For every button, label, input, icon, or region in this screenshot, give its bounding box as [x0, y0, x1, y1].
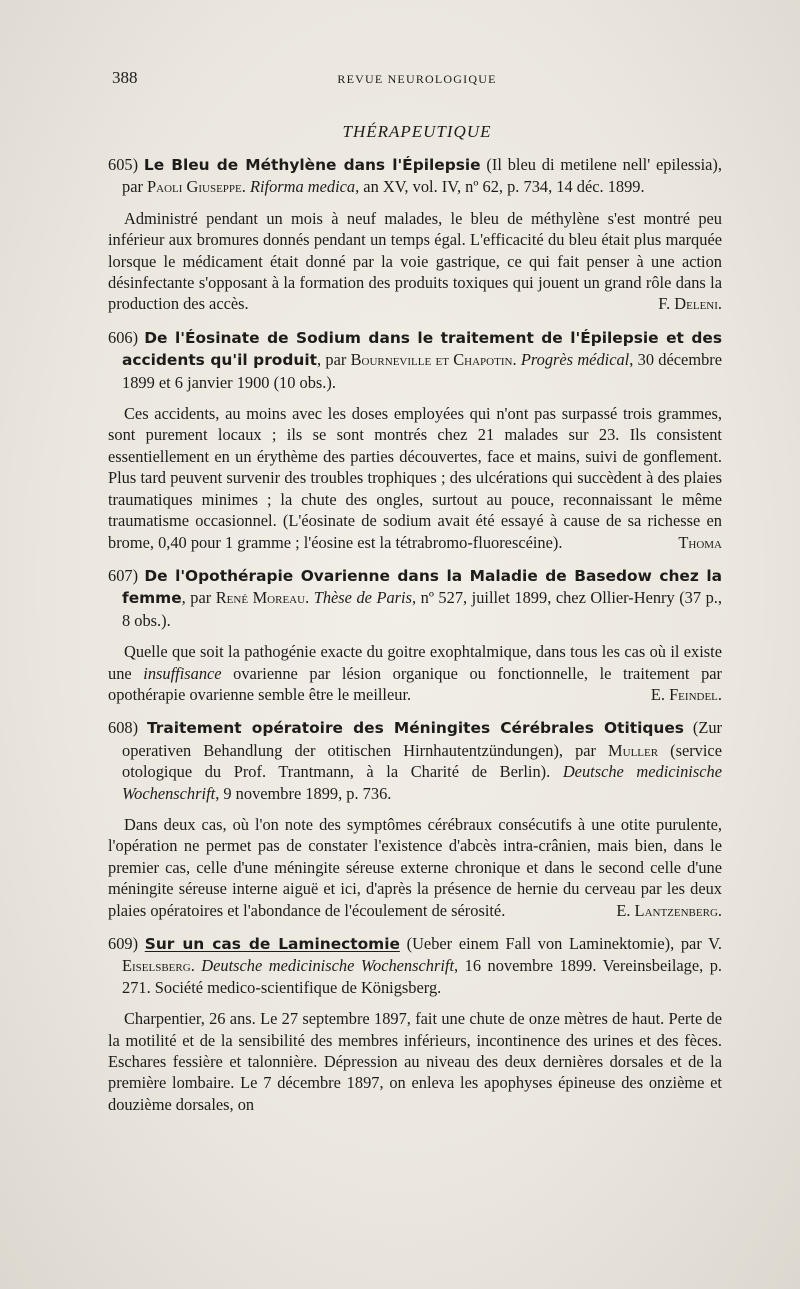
- article-entry: [108, 327, 722, 393]
- article-number: 606): [108, 327, 139, 347]
- article-title: Sur un cas de Laminectomie: [144, 935, 400, 953]
- journal-name: Deutsche medicinische Wochenschrift: [201, 956, 455, 976]
- article-number: 608): [108, 718, 139, 738]
- citation-text: , par: [316, 350, 351, 370]
- citation-text: .: [241, 177, 250, 197]
- page-content: [108, 154, 722, 1127]
- reviewer-signature: E. Feindel.: [650, 684, 722, 704]
- citation-text: .: [190, 956, 202, 976]
- article-author: Paoli Giuseppe: [147, 177, 242, 197]
- section-title: THÉRAPEUTIQUE: [342, 122, 492, 141]
- article-abstract: [108, 208, 722, 315]
- citation-text: (service otologique du Prof. Trantmann, à la Charité de Berlin).: [122, 740, 722, 782]
- article-title: De l'Opothérapie Ovarienne dans la Maladie de Basedow chez la femme: [122, 566, 722, 608]
- abstract-text: Ces accidents, au moins avec les doses employées qui n'ont pas surpassé trois grammes, sont purement locaux ; ils se sont montrés chez 21 malades sur 23. Ils consistent essentiellement en un érythème des parties découvertes, face et mains, suivi de gonflement. Plus tard peuvent survenir des troubles trophiques ; des ulcérations qui succèdent à des plaies traumatiques minimes ; la chute des ongles, surtout au pouce, reconnaissant le même traumatisme occasionnel. (L'éosinate de sodium avait été essayé à cause de sa richesse en brome, 0,40 pour 1 gramme ; l'éosine est la tétrabromo-fluorescéine).: [108, 404, 722, 552]
- citation-text: (Zur operativen Behandlung der otitischen Hirnhautentzündungen), par: [122, 718, 722, 760]
- page-number: 388: [112, 68, 138, 87]
- article-author: Muller: [608, 740, 659, 760]
- article-entry: [108, 933, 722, 998]
- journal-name: Thèse de Paris: [313, 588, 412, 608]
- article-number: 605): [108, 155, 139, 174]
- article-author: Bourneville et Chapotin: [350, 350, 513, 370]
- article-author: Eiselsberg: [122, 956, 191, 976]
- article-605: [108, 154, 722, 315]
- citation-text: .: [512, 350, 521, 370]
- citation-text: , 9 novembre 1899, p. 736.: [215, 783, 392, 803]
- citation-text: .: [305, 588, 314, 608]
- article-author: René Moreau: [215, 588, 306, 608]
- reviewer-signature: E. Lantzenberg.: [616, 900, 722, 920]
- article-entry: [108, 565, 722, 631]
- abstract-text: Quelle que soit la pathogénie exacte du goitre exophtalmique, dans tous les cas où il existe une: [108, 642, 722, 683]
- article-title: Le Bleu de Méthylène dans l'Épilepsie: [143, 156, 481, 174]
- page-header: [112, 68, 722, 92]
- citation-text: , 30 décembre 1899 et 6 janvier 1900 (10 obs.).: [122, 350, 723, 392]
- journal-name: Progrès médical: [520, 350, 630, 370]
- journal-name: Riforma medica: [249, 177, 356, 197]
- article-abstract: [108, 403, 722, 553]
- journal-name: Deutsche medicinische Wochenschrift: [122, 762, 722, 803]
- abstract-text: ovarienne par lésion organique ou fonctionnelle, le traitement par opothérapie ovarienne semble être le meilleur.: [108, 663, 723, 704]
- abstract-emphasis: insuffisance: [143, 663, 222, 683]
- article-609: [108, 933, 722, 1115]
- article-title: Traitement opératoire des Méningites Cérébrales Otitiques: [146, 719, 684, 738]
- running-head: REVUE NEUROLOGIQUE: [337, 72, 497, 86]
- reviewer-signature: F. Deleni.: [658, 294, 722, 314]
- article-608: [108, 717, 722, 921]
- reviewer-signature: Thoma: [678, 532, 722, 552]
- citation-text: , nº 527, juillet 1899, chez Ollier-Henry (37 p., 8 obs.).: [122, 588, 722, 630]
- article-number: 609): [108, 934, 139, 953]
- abstract-text: Administré pendant un mois à neuf malades, le bleu de méthylène s'est montré peu inférieur aux bromures donnés pendant un temps égal. L'efficacité du bleu était plus marquée lorsque le médicament était donné par la voie gastrique, ce qui fait penser à une action désinfectante s'opposant à la formation des produits toxiques qui jouent un grand rôle dans la production des accès.: [108, 208, 722, 314]
- article-abstract: [108, 814, 722, 921]
- article-606: [108, 327, 722, 553]
- article-entry: [108, 717, 722, 804]
- article-number: 607): [108, 565, 139, 585]
- citation-text: , par: [181, 588, 216, 608]
- article-abstract: [108, 641, 722, 705]
- article-title: De l'Éosinate de Sodium dans le traitement de l'Épilepsie et des accidents qu'il produit: [122, 328, 722, 370]
- abstract-text: Charpentier, 26 ans. Le 27 septembre 1897, fait une chute de onze mètres de haut. Perte de la motilité et de la sensibilité des membres inférieurs, incontinence des urines et des fèces. Eschares fessière et talonnière. Dépression au niveau des deux dernières dorsales et de la première lombaire. Le 7 décembre 1897, on enleva les apophyses épineuse des onzième et douzième dorsales, on: [108, 1009, 722, 1114]
- citation-text: , an XV, vol. IV, nº 62, p. 734, 14 déc. 1899.: [355, 177, 645, 197]
- citation-text: , 16 novembre 1899. Vereinsbeilage, p. 271. Société medico-scientifique de Königsberg.: [122, 956, 723, 997]
- citation-text: (Il bleu di metilene nell' epilessia), par: [122, 155, 722, 197]
- article-607: [108, 565, 722, 705]
- abstract-text: Dans deux cas, où l'on note des symptômes cérébraux consécutifs à une otite purulente, l'opération ne permet pas de constater l'existence d'abcès intra-crânien, mais bien, dans le premier cas, celle d'une méningite séreuse externe chronique et dans le second celle d'une méningite séreuse interne aiguë et ici, d'après la présence de hernie du cerveau par les deux plaies opératoires et l'abondance de l'écoulement de sérosité.: [108, 814, 722, 920]
- article-entry: [108, 154, 722, 198]
- citation-text: (Ueber einem Fall von Laminektomie), par V.: [399, 934, 722, 953]
- article-abstract: [108, 1008, 722, 1115]
